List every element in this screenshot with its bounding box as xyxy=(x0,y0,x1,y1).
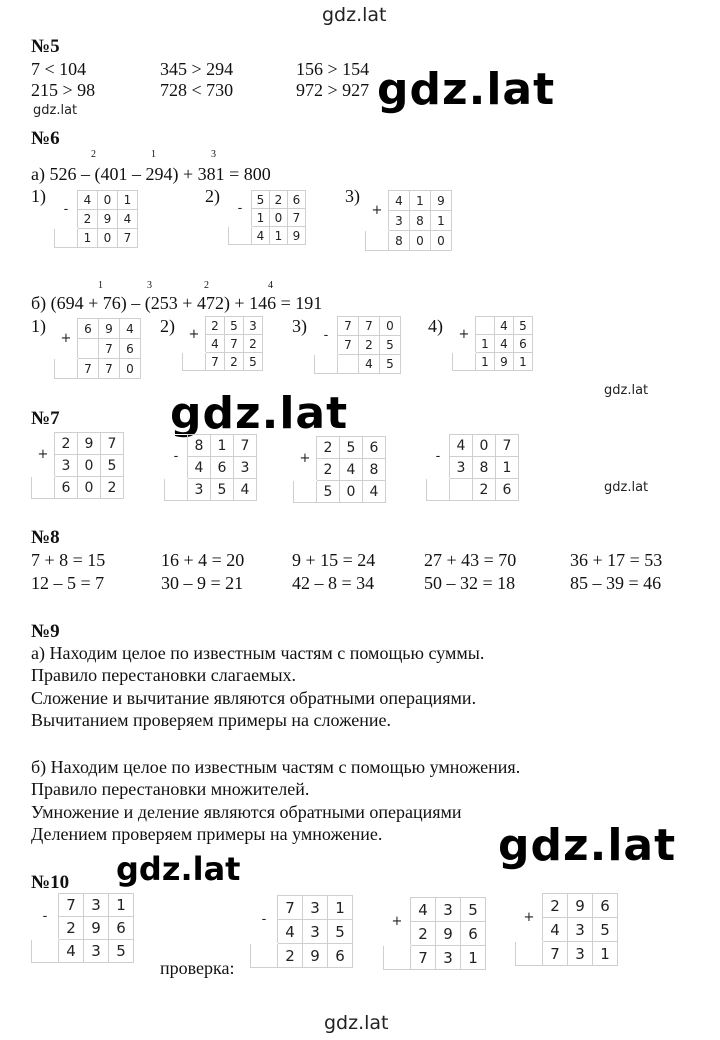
digit: 0 xyxy=(431,231,452,251)
digit: 4 xyxy=(59,940,84,963)
digit: 6 xyxy=(109,917,134,940)
order-mark: 4 xyxy=(268,280,273,291)
watermark-large-1: gdz.lat xyxy=(377,64,556,115)
digit: 8 xyxy=(363,459,386,481)
digit: 3 xyxy=(234,457,257,479)
column-calc xyxy=(31,893,134,963)
digit: 7 xyxy=(543,942,568,966)
digit: 9 xyxy=(436,922,461,946)
digit: 2 xyxy=(244,335,263,353)
digit: 2 xyxy=(317,437,340,459)
digit: 5 xyxy=(101,455,124,477)
digit: 6 xyxy=(461,922,486,946)
digit: 6 xyxy=(288,191,306,209)
expression-a: а) 526 – (401 – 294) + 381 = 800 xyxy=(31,164,271,184)
digit: 7 xyxy=(338,317,359,336)
digit: 7 xyxy=(206,353,225,371)
column-calc xyxy=(452,316,533,371)
digit: 1 xyxy=(496,457,519,479)
equation: 30 – 9 = 21 xyxy=(161,573,244,593)
digit: 2 xyxy=(543,894,568,918)
digit: 0 xyxy=(98,229,118,248)
digit: 4 xyxy=(252,227,270,245)
digit: 4 xyxy=(363,481,386,503)
watermark-medium: gdz.lat xyxy=(116,850,241,888)
digit: 3 xyxy=(568,942,593,966)
digit: 9 xyxy=(98,210,118,229)
text-line: Правило перестановки множителей. xyxy=(31,779,310,799)
digit: 1 xyxy=(476,335,495,353)
digit: 5 xyxy=(244,353,263,371)
task-5-title: №5 xyxy=(31,36,60,57)
equation: 42 – 8 = 34 xyxy=(292,573,375,593)
digit: 6 xyxy=(211,457,234,479)
digit: 1 xyxy=(476,353,495,371)
step-label: 3) xyxy=(292,316,307,336)
digit: 4 xyxy=(450,435,473,457)
digit: 1 xyxy=(78,229,98,248)
expression-b: б) (694 + 76) – (253 + 472) + 146 = 191 xyxy=(31,293,323,313)
inequality: 215 > 98 xyxy=(31,80,96,100)
digit: 4 xyxy=(78,191,98,210)
digit: 2 xyxy=(206,317,225,335)
step-label: 4) xyxy=(428,316,443,336)
digit: 0 xyxy=(410,231,431,251)
watermark-bottom: gdz.lat xyxy=(324,1012,389,1034)
watermark-top: gdz.lat xyxy=(322,4,387,26)
digit: 1 xyxy=(514,353,533,371)
digit: 7 xyxy=(118,229,138,248)
equation: 7 + 8 = 15 xyxy=(31,550,106,570)
operator: - xyxy=(229,191,252,227)
digit: 9 xyxy=(303,944,328,968)
column-calc xyxy=(182,316,263,371)
watermark-small-3: gdz.lat xyxy=(604,480,649,495)
digit: 4 xyxy=(543,918,568,942)
digit: 6 xyxy=(514,335,533,353)
digit: 9 xyxy=(431,191,452,211)
digit: 7 xyxy=(338,336,359,355)
digit: 7 xyxy=(225,335,244,353)
operator: - xyxy=(165,435,188,479)
digit: 7 xyxy=(359,317,380,336)
digit: 0 xyxy=(270,209,288,227)
task-6-title: №6 xyxy=(31,128,60,149)
digit: 1 xyxy=(410,191,431,211)
digit: 6 xyxy=(78,319,99,339)
digit: 0 xyxy=(78,455,101,477)
digit: 2 xyxy=(278,944,303,968)
column-calc xyxy=(426,434,519,501)
step-label: 2) xyxy=(160,316,175,336)
digit: 5 xyxy=(593,918,618,942)
digit: 2 xyxy=(270,191,288,209)
digit: 3 xyxy=(55,455,78,477)
digit: 0 xyxy=(473,435,496,457)
digit: 4 xyxy=(389,191,410,211)
digit: 0 xyxy=(120,359,141,379)
digit: 5 xyxy=(225,317,244,335)
order-mark: 3 xyxy=(147,280,152,291)
digit: 6 xyxy=(55,477,78,499)
digit: 4 xyxy=(278,920,303,944)
digit: 8 xyxy=(188,435,211,457)
column-calc xyxy=(293,436,386,503)
digit: 6 xyxy=(496,479,519,501)
task-8-title: №8 xyxy=(31,527,60,548)
digit: 5 xyxy=(317,481,340,503)
operator: - xyxy=(315,317,338,355)
task-10-title: №10 xyxy=(31,872,70,893)
column-calc xyxy=(164,434,257,501)
operator: + xyxy=(384,898,411,946)
digit xyxy=(338,355,359,374)
equation: 27 + 43 = 70 xyxy=(424,550,517,570)
order-mark: 2 xyxy=(91,149,96,160)
digit: 4 xyxy=(118,210,138,229)
digit: 7 xyxy=(234,435,257,457)
digit: 5 xyxy=(328,920,353,944)
digit: 5 xyxy=(380,336,401,355)
operator: + xyxy=(366,191,389,231)
digit: 0 xyxy=(380,317,401,336)
digit: 3 xyxy=(389,211,410,231)
operator: + xyxy=(453,317,476,353)
operator: - xyxy=(32,894,59,940)
digit: 1 xyxy=(109,894,134,917)
digit: 2 xyxy=(359,336,380,355)
digit: 9 xyxy=(78,433,101,455)
column-calc xyxy=(383,897,486,970)
digit: 2 xyxy=(59,917,84,940)
inequality: 345 > 294 xyxy=(160,59,234,79)
operator: + xyxy=(183,317,206,353)
equation: 9 + 15 = 24 xyxy=(292,550,376,570)
digit: 6 xyxy=(363,437,386,459)
digit xyxy=(476,317,495,335)
digit: 0 xyxy=(78,477,101,499)
digit: 9 xyxy=(99,319,120,339)
digit: 2 xyxy=(101,477,124,499)
text-line: Делением проверяем примеры на умножение. xyxy=(31,824,383,844)
digit: 2 xyxy=(78,210,98,229)
digit: 9 xyxy=(288,227,306,245)
digit: 3 xyxy=(303,896,328,920)
digit: 5 xyxy=(514,317,533,335)
digit: 5 xyxy=(380,355,401,374)
watermark-small-2: gdz.lat xyxy=(604,383,649,398)
order-mark: 2 xyxy=(204,280,209,291)
step-label: 1) xyxy=(31,186,46,206)
digit xyxy=(450,479,473,501)
column-calc xyxy=(54,190,138,248)
digit: 7 xyxy=(496,435,519,457)
step-label: 3) xyxy=(345,186,360,206)
digit: 1 xyxy=(211,435,234,457)
digit: 1 xyxy=(328,896,353,920)
digit: 5 xyxy=(109,940,134,963)
inequality: 972 > 927 xyxy=(296,80,370,100)
digit: 8 xyxy=(389,231,410,251)
order-mark: 1 xyxy=(98,280,103,291)
digit: 1 xyxy=(118,191,138,210)
digit: 3 xyxy=(568,918,593,942)
operator: - xyxy=(427,435,450,479)
equation: 16 + 4 = 20 xyxy=(161,550,245,570)
digit: 9 xyxy=(568,894,593,918)
task-9-title: №9 xyxy=(31,621,60,642)
digit: 4 xyxy=(206,335,225,353)
digit: 3 xyxy=(436,898,461,922)
digit: 7 xyxy=(99,359,120,379)
digit: 4 xyxy=(411,898,436,922)
inequality: 7 < 104 xyxy=(31,59,87,79)
digit: 1 xyxy=(252,209,270,227)
column-calc xyxy=(250,895,353,968)
order-mark: 3 xyxy=(211,149,216,160)
digit: 9 xyxy=(84,917,109,940)
digit: 2 xyxy=(411,922,436,946)
digit: 8 xyxy=(473,457,496,479)
digit: 7 xyxy=(288,209,306,227)
digit: 6 xyxy=(328,944,353,968)
digit: 4 xyxy=(188,457,211,479)
digit: 6 xyxy=(593,894,618,918)
equation: 36 + 17 = 53 xyxy=(570,550,663,570)
operator: - xyxy=(251,896,278,944)
digit: 6 xyxy=(120,339,141,359)
digit: 7 xyxy=(78,359,99,379)
digit: 0 xyxy=(98,191,118,210)
operator: + xyxy=(294,437,317,481)
step-label: 1) xyxy=(31,316,46,336)
digit: 9 xyxy=(495,353,514,371)
digit: 4 xyxy=(495,335,514,353)
digit: 1 xyxy=(270,227,288,245)
text-line: б) Находим целое по известным частям с помощью умножения. xyxy=(31,757,521,777)
operator: - xyxy=(55,191,78,229)
digit: 3 xyxy=(84,940,109,963)
order-mark: 1 xyxy=(151,149,156,160)
column-calc xyxy=(515,893,618,966)
digit: 5 xyxy=(461,898,486,922)
digit: 2 xyxy=(55,433,78,455)
check-label: проверка: xyxy=(160,958,235,978)
digit: 3 xyxy=(188,479,211,501)
inequality: 728 < 730 xyxy=(160,80,234,100)
digit: 4 xyxy=(495,317,514,335)
digit: 7 xyxy=(101,433,124,455)
step-label: 2) xyxy=(205,186,220,206)
text-line: Правило перестановки слагаемых. xyxy=(31,665,297,685)
equation: 50 – 32 = 18 xyxy=(424,573,516,593)
equation: 12 – 5 = 7 xyxy=(31,573,105,593)
task-7-title: №7 xyxy=(31,408,60,429)
digit: 4 xyxy=(340,459,363,481)
operator: + xyxy=(55,319,78,359)
column-calc xyxy=(31,432,124,499)
digit: 2 xyxy=(317,459,340,481)
digit: 4 xyxy=(234,479,257,501)
digit: 5 xyxy=(340,437,363,459)
digit xyxy=(78,339,99,359)
digit: 7 xyxy=(59,894,84,917)
digit: 3 xyxy=(244,317,263,335)
digit: 7 xyxy=(99,339,120,359)
text-line: а) Находим целое по известным частям с помощью суммы. xyxy=(31,643,485,663)
digit: 3 xyxy=(436,946,461,970)
digit: 2 xyxy=(473,479,496,501)
watermark-large-2: gdz.lat xyxy=(170,388,349,439)
column-calc xyxy=(365,190,452,251)
watermark-large-3: gdz.lat xyxy=(498,820,677,871)
digit: 8 xyxy=(410,211,431,231)
equation: 85 – 39 = 46 xyxy=(570,573,662,593)
digit: 0 xyxy=(340,481,363,503)
column-calc xyxy=(314,316,401,374)
operator: + xyxy=(32,433,55,477)
digit: 7 xyxy=(411,946,436,970)
digit: 3 xyxy=(303,920,328,944)
digit: 4 xyxy=(120,319,141,339)
digit: 4 xyxy=(359,355,380,374)
digit: 1 xyxy=(593,942,618,966)
digit: 1 xyxy=(461,946,486,970)
inequality: 156 > 154 xyxy=(296,59,370,79)
digit: 1 xyxy=(431,211,452,231)
digit: 7 xyxy=(278,896,303,920)
text-line: Вычитанием проверяем примеры на сложение. xyxy=(31,710,392,730)
text-line: Умножение и деление являются обратными операциями xyxy=(31,802,462,822)
text-line: Сложение и вычитание являются обратными операциями. xyxy=(31,688,477,708)
digit: 5 xyxy=(252,191,270,209)
digit: 2 xyxy=(225,353,244,371)
digit: 5 xyxy=(211,479,234,501)
column-calc xyxy=(54,318,141,379)
column-calc xyxy=(228,190,306,245)
watermark-small-1: gdz.lat xyxy=(33,103,78,118)
digit: 3 xyxy=(84,894,109,917)
digit: 3 xyxy=(450,457,473,479)
operator: + xyxy=(516,894,543,942)
